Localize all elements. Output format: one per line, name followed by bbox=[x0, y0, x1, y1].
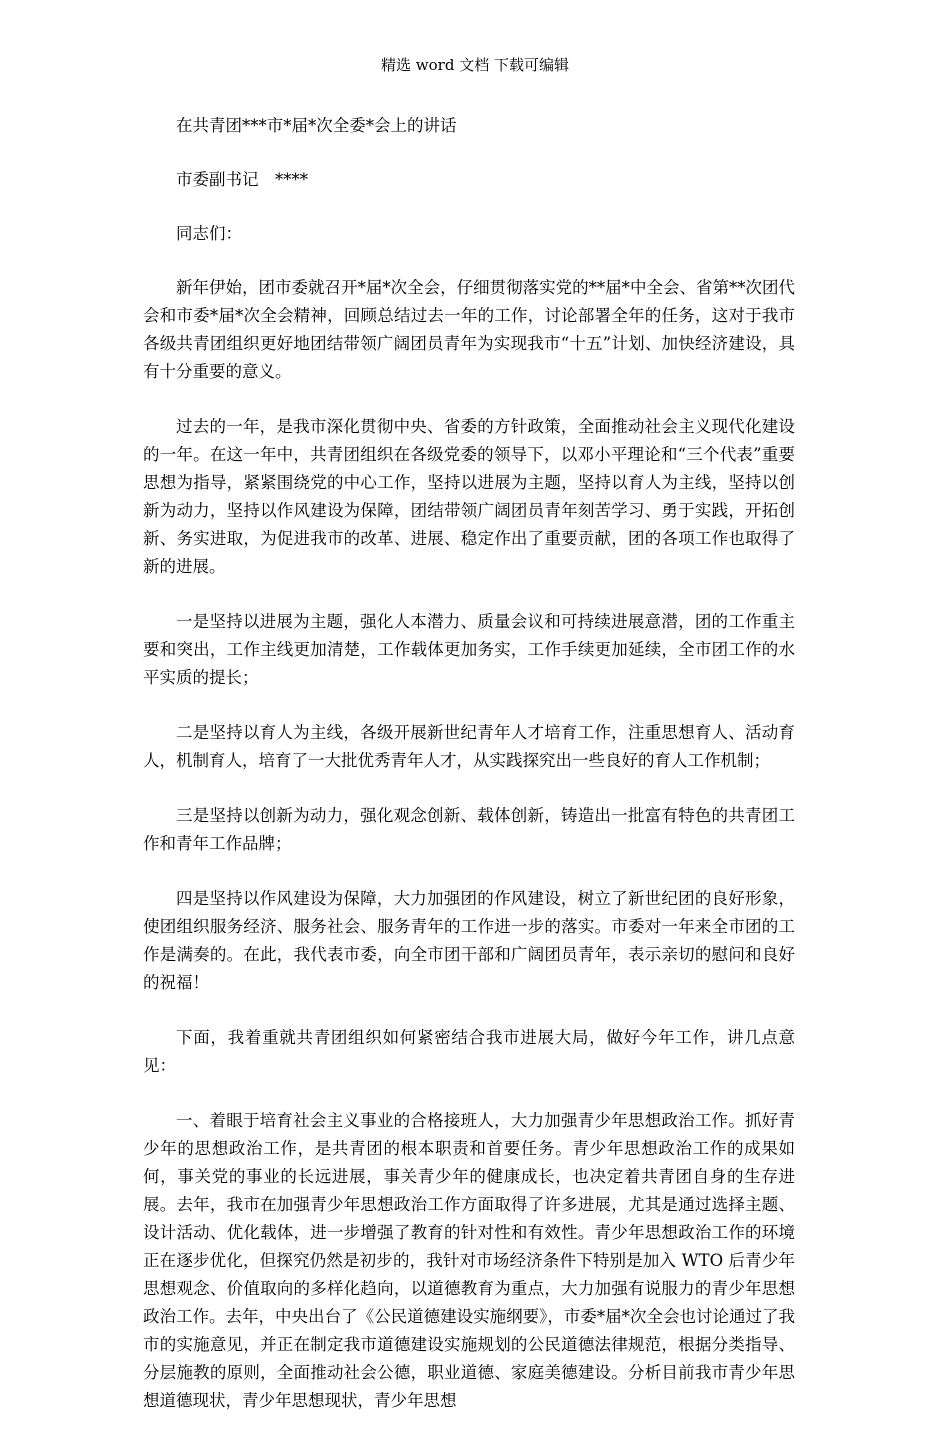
speaker-line: 市委副书记 **** bbox=[176, 170, 308, 189]
paragraph: 一、着眼于培育社会主义事业的合格接班人，大力加强青少年思想政治工作。抓好青少年的思想政治工作，是共青团的根本职责和首要任务。青少年思想政治工作的成果如何，事关党的事业的长远进展，事关青少年的健康成长，也决定着共青团自身的生存进展。去年，我市在加强青少年思想政治工作方面取得了许多进展，尤其是通过选择主题、设计活动、优化载体，进一步增强了教育的针对性和有效性。青少年思想政治工作的环境正在逐步优化，但探究仍然是初步的，我针对市场经济条件下特别是加入 WTO 后青少年思想观念、价值取向的多样化趋向，以道德教育为重点，大力加强有说服力的青少年思想政治工作。去年，中央出台了《公民道德建设实施纲要》，市委*届*次全会也讨论通过了我市的实施意见，并正在制定我市道德建设实施规划的公民道德法律规范，根据分类指导、分层施教的原则，全面推动社会公德，职业道德、家庭美德建设。分析目前我市青少年思想道德现状，青少年思想现状，青少年思想 bbox=[143, 1111, 795, 1410]
paragraph: 新年伊始，团市委就召开*届*次全会，仔细贯彻落实党的**届*中全会、省第**次团代会和市委*届*次全会精神，回顾总结过去一年的工作，讨论部署全年的任务，这对于我市各级共青团组织更好地团结带领广阔团员青年为实现我市“十五”计划、加快经济建设，具有十分重要的意义。 bbox=[143, 278, 795, 381]
paragraph: 一是坚持以进展为主题，强化人本潜力、质量会议和可持续进展意潜，团的工作重主要和突出，工作主线更加清楚，工作载体更加务实，工作手续更加延续，全市团工作的水平实质的提长； bbox=[143, 612, 795, 687]
paragraph: 三是坚持以创新为动力，强化观念创新、载体创新，铸造出一批富有特色的共青团工作和青年工作品牌； bbox=[143, 806, 795, 853]
document-body bbox=[143, 112, 795, 1442]
salutation: 同志们： bbox=[176, 224, 242, 243]
paragraph: 四是坚持以作风建设为保障，大力加强团的作风建设，树立了新世纪团的良好形象，使团组织服务经济、服务社会、服务青年的工作进一步的落实。市委对一年来全市团的工作是满奏的。在此，我代表市委，向全市团干部和广阔团员青年，表示亲切的慰问和良好的祝福！ bbox=[143, 889, 795, 992]
document-title: 在共青团***市*届*次全委*会上的讲话 bbox=[176, 116, 457, 135]
paragraph: 过去的一年，是我市深化贯彻中央、省委的方针政策，全面推动社会主义现代化建设的一年。在这一年中，共青团组织在各级党委的领导下，以邓小平理论和“三个代表”重要思想为指导，紧紧围绕党的中心工作，坚持以进展为主题，坚持以育人为主线，坚持以创新为动力，坚持以作风建设为保障，团结带领广阔团员青年刻苦学习、勇于实践，开拓创新、务实进取，为促进我市的改革、进展、稳定作出了重要贡献，团的各项工作也取得了新的进展。 bbox=[143, 417, 795, 576]
paragraph: 下面，我着重就共青团组织如何紧密结合我市进展大局，做好今年工作，讲几点意见： bbox=[143, 1028, 795, 1075]
page-header: 精选 word 文档 下载可编辑 bbox=[381, 56, 569, 74]
paragraph: 二是坚持以育人为主线，各级开展新世纪青年人才培育工作，注重思想育人、活动育人，机制育人，培育了一大批优秀青年人才，从实践探究出一些良好的育人工作机制； bbox=[143, 723, 795, 770]
